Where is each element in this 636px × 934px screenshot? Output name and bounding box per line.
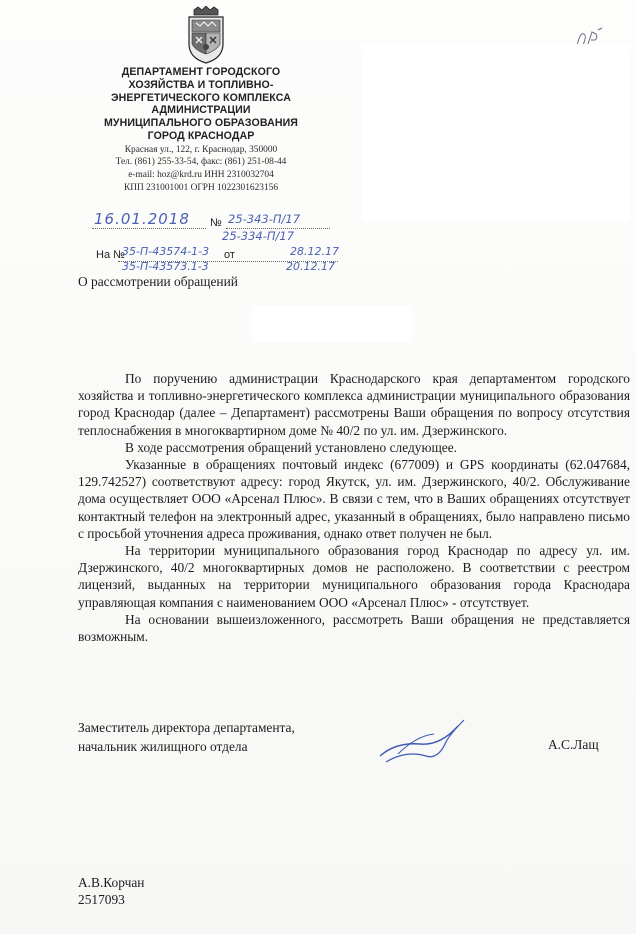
body-paragraph: На основании вышеизложенного, рассмотреть Ваши обращения не представляется возможным. [78, 611, 630, 645]
sender-organization-block [78, 66, 324, 194]
address-line: Красная ул., 122, г. Краснодар, 350000 [124, 144, 278, 155]
executor-name: А.В.Корчан [78, 875, 145, 890]
executor-block [78, 874, 144, 908]
registration-number-1: 25-343-П/17 [228, 212, 301, 226]
phone-fax-line: Тел. (861) 255-33-54, факс: (861) 251-08-44 [115, 157, 287, 168]
reference-date-2: 20.12.17 [286, 260, 335, 273]
organization-name [78, 66, 324, 143]
org-line: ЭНЕРГЕТИЧЕСКОГО КОМПЛЕКСА [111, 91, 291, 104]
redaction-box-addressee [362, 44, 630, 222]
org-line: ГОРОД КРАСНОДАР [147, 129, 255, 142]
kpp-ogrn-line: КПП 231001001 ОГРН 1022301623156 [123, 182, 279, 193]
body-paragraph: Указанные в обращениях почтовый индекс (677009) и GPS координаты (62.047684, 129.742527) соответствуют адресу: город Якутск, ул. им. Дзержинского, 40/2. Обслуживание дома осуществляет ООО «Арсенал Плюс». В связи с тем, что в Ваших обращениях отсутствует контактный телефон на электронный адрес, указанный в обращениях, было направлено письмо с просьбой уточнения адреса проживания, однако ответ получен не был. [78, 457, 630, 541]
org-line: МУНИЦИПАЛЬНОГО ОБРАЗОВАНИЯ [103, 117, 299, 130]
reference-underline [118, 261, 338, 262]
email-inn-line: e-mail: hoz@krd.ru ИНН 2310032704 [128, 169, 274, 180]
registration-date: 16.01.2018 [94, 210, 190, 228]
org-line: ХОЗЯЙСТВА И ТОПЛИВНО- [128, 78, 274, 91]
reference-date-1: 28.12.17 [290, 245, 339, 258]
position-line: начальник жилищного отдела [78, 739, 248, 754]
body-paragraph: По поручению администрации Краснодарского края департаментом городского хозяйства и топливно-энергетического комплекса администрации муниципального образования город Краснодар (далее – Департамент) рассмотрены Ваши обращения по вопросу отсутствия теплоснабжения в многоквартирном доме № 40/2 по ул. им. Дзержинского. [78, 371, 630, 438]
coat-of-arms-emblem [186, 6, 226, 64]
redaction-box-salutation [252, 306, 412, 342]
body-paragraph: На территории муниципального образования город Краснодар по адресу ул. им. Дзержинского, 40/2 многоквартирных домов не расположено. В соответствии с реестром лицензий, выданных на территории муниципального образования города Краснодара управляющая компания с наименованием ООО «Арсенал Плюс» - отсутствует. [78, 543, 630, 610]
number-underline [226, 228, 330, 229]
body-paragraph: В ходе рассмотрения обращений установлено следующее. [125, 439, 458, 455]
date-underline [92, 228, 206, 229]
reference-number-1: 35-П-43574-1-3 [122, 245, 210, 258]
number-label: № [210, 217, 222, 229]
registration-number-2: 25-334-П/17 [222, 229, 295, 243]
reference-from-label: от [224, 249, 235, 261]
handwritten-signature [376, 712, 472, 768]
letter-body [78, 370, 630, 645]
signatory-position [78, 718, 295, 756]
organization-contacts [78, 144, 324, 194]
reference-label: На № [96, 249, 125, 261]
letter-subject: О рассмотрении обращений [78, 274, 238, 289]
signatory-name: А.С.Лащ [548, 737, 599, 752]
executor-phone: 2517093 [78, 892, 125, 907]
reference-number-2: 35-П-43573.1-3 [122, 260, 209, 273]
org-line: АДМИНИСТРАЦИИ [151, 104, 251, 117]
position-line: Заместитель директора департамента, [78, 720, 295, 735]
org-line: ДЕПАРТАМЕНТ ГОРОДСКОГО [121, 66, 281, 78]
